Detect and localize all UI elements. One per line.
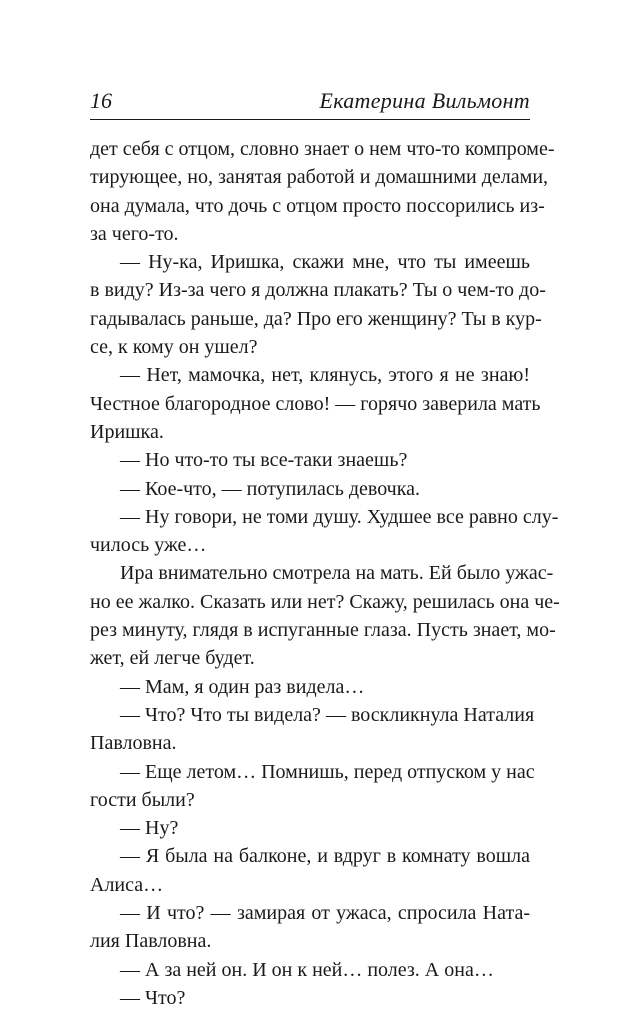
text-line: — А за ней он. И он к ней… полез. А она… [120, 958, 494, 981]
text-line: рез минуту, глядя в испуганные глаза. Пусть знает, мо- [90, 619, 556, 642]
body-text [90, 135, 560, 1012]
text-line: — Ну-ка, Иришка, скажи мне, что ты имеешь [120, 251, 530, 274]
text-line: в виду? Из-за чего я должна плакать? Ты о чем-то до- [90, 279, 546, 302]
text-line: — Ну? [120, 817, 179, 840]
text-line: — Мам, я один раз видела… [120, 675, 365, 698]
text-line: Честное благородное слово! — горячо заверила мать [90, 392, 541, 415]
text-line: Ира внимательно смотрела на мать. Ей было ужас- [120, 562, 554, 585]
text-line: жет, ей легче будет. [90, 647, 255, 670]
text-line: лия Павловна. [90, 930, 212, 953]
text-line: она думала, что дочь с отцом просто поссорились из- [90, 194, 545, 217]
text-line: Павловна. [90, 732, 177, 755]
text-line: чилось уже… [90, 534, 207, 557]
text-line: — Нет, мамочка, нет, клянусь, этого я не знаю! [120, 364, 530, 387]
text-line: Иришка. [90, 420, 164, 443]
text-line: — Что? Что ты видела? — воскликнула Наталия [120, 703, 535, 726]
header-rule [90, 119, 530, 120]
running-head: Екатерина Вильмонт [319, 88, 530, 113]
text-line: дет себя с отцом, словно знает о нем что-то компроме- [90, 138, 555, 160]
text-line: тирующее, но, занятая работой и домашними делами, [90, 166, 549, 189]
text-line: — Кое-что, — потупилась девочка. [120, 477, 421, 500]
text-line: гости были? [90, 788, 195, 811]
text-line: за чего-то. [90, 222, 179, 245]
text-line: — Но что-то ты все-таки знаешь? [120, 449, 408, 472]
text-line: гадывалась раньше, да? Про его женщину? Ты в кур- [90, 307, 542, 330]
text-line: но ее жалко. Сказать или нет? Скажу, решилась она че- [90, 590, 560, 613]
text-line: — И что? — замирая от ужаса, спросила Ната- [120, 902, 530, 925]
page-header [90, 88, 530, 118]
text-line: — Что? [120, 986, 186, 1009]
text-line: — Я была на балконе, и вдруг в комнату вошла [120, 845, 530, 868]
text-line: — Еще летом… Помнишь, перед отпуском у нас [120, 760, 535, 783]
text-line: Алиса… [90, 873, 164, 896]
text-line: — Ну говори, не томи душу. Худшее все равно слу- [120, 505, 559, 528]
page-number: 16 [90, 88, 112, 113]
text-line: се, к кому он ушел? [90, 336, 258, 359]
